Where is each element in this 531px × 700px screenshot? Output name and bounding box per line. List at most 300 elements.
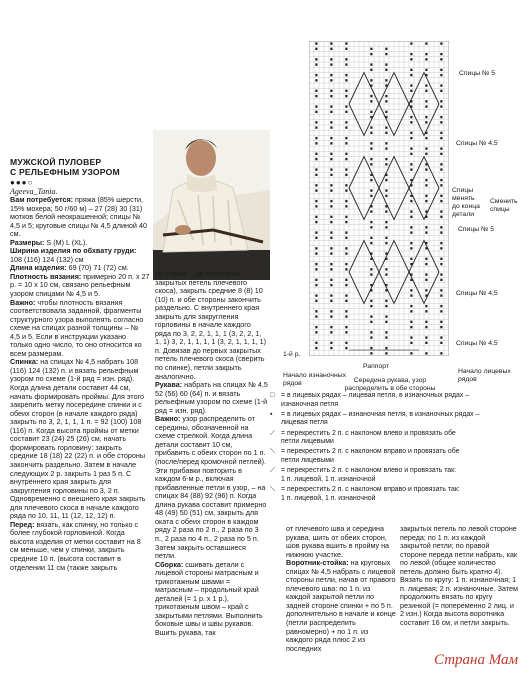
- purl-stitch: [330, 315, 332, 317]
- purl-stitch: [315, 121, 317, 123]
- purl-stitch: [345, 189, 347, 191]
- purl-stitch: [370, 352, 372, 354]
- purl-stitch: [330, 142, 332, 144]
- purl-stitch: [440, 116, 442, 118]
- col1-paragraph: Важно: чтобы плотность вязания соответствовала заданной, фрагменты структурного узора выполнять согласно схеме на спицах разной толщины – № 4,5 и 5. Если в инструкции указано только одно число, то оно относится ко всем размерам.: [10, 297, 144, 358]
- col2-paragraph: Сборка: сшивать детали с лицевой стороны матрасным и трикотажным швами = матрасным – продольный край деталей (= 1 р. х 1 р.), трикотажным швом – край с закрытыми петлями. Выполнить боковые швы и швы рукавов. Вшить рукава, так: [155, 559, 263, 637]
- article-title: [10, 157, 150, 177]
- purl-stitch: [370, 158, 372, 160]
- purl-stitch: [385, 158, 387, 160]
- purl-stitch: [370, 331, 372, 333]
- purl-stitch: [330, 168, 332, 170]
- purl-stitch: [410, 226, 412, 228]
- purl-stitch: [330, 74, 332, 76]
- purl-stitch: [330, 342, 332, 344]
- purl-stitch: [440, 69, 442, 71]
- purl-stitch: [345, 142, 347, 144]
- purl-stitch: [345, 105, 347, 107]
- purl-stitch: [370, 179, 372, 181]
- purl-stitch: [315, 205, 317, 207]
- purl-stitch: [315, 48, 317, 50]
- purl-stitch: [440, 121, 442, 123]
- purl-stitch: [385, 352, 387, 354]
- legend-text: = перекрестить 2 п. с наклоном влево и провязать обе петли лицевыми: [281, 429, 456, 446]
- purl-stitch: [440, 90, 442, 92]
- legend-symbol: ▪: [270, 410, 273, 418]
- purl-stitch: [440, 310, 442, 312]
- purl-stitch: [385, 142, 387, 144]
- title-line-1: МУЖСКОЙ ПУЛОВЕР: [10, 157, 102, 167]
- purl-stitch: [315, 252, 317, 254]
- purl-stitch: [385, 69, 387, 71]
- legend-text: = в лицевых рядах – изнаночная петля, в изнаночных рядах – лицевая петля: [281, 410, 480, 427]
- purl-stitch: [440, 326, 442, 328]
- col3-paragraph: Воротник-стойка: на круговых спицах № 4,5 набрать с лицевой стороны петли, начав от правого плечевого шва: по 1 п. из каждой закрытой петли по задней стороне спинки + по 5 п. дополнительно в начале и конце (петли распределить равномерно) + по 1 п. из каждого ряда плюс 2 из последних: [286, 558, 396, 653]
- model-photo: [153, 130, 270, 280]
- purl-stitch: [330, 174, 332, 176]
- purl-stitch: [315, 231, 317, 233]
- purl-stitch: [345, 268, 347, 270]
- label-row-1: 1-й р.: [283, 351, 301, 358]
- purl-stitch: [345, 48, 347, 50]
- purl-stitch: [440, 263, 442, 265]
- purl-stitch: [370, 163, 372, 165]
- purl-stitch: [440, 231, 442, 233]
- purl-stitch: [410, 321, 412, 323]
- purl-stitch: [425, 195, 427, 197]
- purl-stitch: [345, 221, 347, 223]
- purl-stitch: [345, 263, 347, 265]
- purl-stitch: [370, 63, 372, 65]
- purl-stitch: [410, 216, 412, 218]
- purl-stitch: [315, 247, 317, 249]
- purl-stitch: [385, 347, 387, 349]
- purl-stitch: [440, 242, 442, 244]
- watermark-logo: [430, 640, 528, 676]
- label-needle5-top: Спицы № 5: [459, 70, 496, 77]
- purl-stitch: [410, 84, 412, 86]
- label-needle-change: Спицы менять до конца детали: [452, 187, 480, 218]
- col3-paragraph: от плечевого шва и середина рукава, шить от обеих сторон, шов рукава вшить в пройму на нижнюю участке.: [286, 524, 390, 559]
- purl-stitch: [440, 200, 442, 202]
- legend-symbol: ⟋: [270, 429, 275, 437]
- purl-stitch: [345, 315, 347, 317]
- label-start-wrong-rows: Начало изнаночных рядов: [283, 372, 346, 387]
- purl-stitch: [440, 147, 442, 149]
- purl-stitch: [425, 352, 427, 354]
- label-needle45-c: Спицы № 4,5: [456, 340, 498, 347]
- purl-stitch: [345, 158, 347, 160]
- purl-stitch: [385, 321, 387, 323]
- purl-stitch: [370, 242, 372, 244]
- purl-stitch: [440, 100, 442, 102]
- purl-stitch: [385, 63, 387, 65]
- purl-stitch: [370, 142, 372, 144]
- purl-stitch: [385, 221, 387, 223]
- purl-stitch: [385, 53, 387, 55]
- purl-stitch: [330, 137, 332, 139]
- legend-item: [270, 430, 510, 447]
- purl-stitch: [315, 268, 317, 270]
- purl-stitch: [370, 189, 372, 191]
- purl-stitch: [410, 336, 412, 338]
- purl-stitch: [440, 195, 442, 197]
- purl-stitch: [410, 326, 412, 328]
- purl-stitch: [425, 100, 427, 102]
- col1-paragraph: Спинка: на спицах № 4,5 набрать 108 (116) 124 (132) п. и вязать рельефным узором по схеме (1-й ряд = изн. ряд). Когда длина детали составит 44 см, начать формировать проймы. Для этого закрепить метку посередине спинки и с обеих сторон (в начале каждого ряда) закрыть по 3, 2, 1, 1, 1 п. = 92 (100) 108 (116) п. Когда высота проймы от метки составит 23 (24) 25 (26) см, начать формировать горловину: закрыть средние 18 (18) 22 (22) п. и обе стороны закончить раздельно. Затем в начале следующих 2 р. закрыть 1 раз 5 п. С внутреннего края закрыть для закругления горловины по 3, 2 п. Одновременно с внешнего края закрыть для плечевого скоса в начале каждого ряда по 10, 11, 11 (12, 12, 12) п.: [10, 357, 146, 521]
- purl-stitch: [385, 336, 387, 338]
- purl-stitch: [385, 147, 387, 149]
- purl-stitch: [315, 142, 317, 144]
- purl-stitch: [370, 226, 372, 228]
- purl-stitch: [410, 200, 412, 202]
- purl-stitch: [425, 153, 427, 155]
- purl-stitch: [385, 100, 387, 102]
- purl-stitch: [370, 53, 372, 55]
- watermark-text: Страна Мам: [434, 652, 519, 668]
- purl-stitch: [410, 58, 412, 60]
- purl-stitch: [345, 294, 347, 296]
- col1-paragraph: Длина изделия: 69 (70) 71 (72) см.: [10, 263, 129, 273]
- column-4: [400, 525, 518, 628]
- purl-stitch: [440, 294, 442, 296]
- purl-stitch: [410, 289, 412, 291]
- purl-stitch: [385, 48, 387, 50]
- purl-stitch: [330, 111, 332, 113]
- purl-stitch: [440, 279, 442, 281]
- purl-stitch: [385, 210, 387, 212]
- legend-text: = перекрестить 2 п. с наклоном вправо и провязать так: 1 п. лицевой, 1 п. изнаночной: [281, 485, 460, 502]
- purl-stitch: [345, 79, 347, 81]
- purl-stitch: [370, 336, 372, 338]
- purl-stitch: [425, 258, 427, 260]
- purl-stitch: [385, 179, 387, 181]
- purl-stitch: [315, 326, 317, 328]
- purl-stitch: [440, 84, 442, 86]
- purl-stitch: [345, 111, 347, 113]
- title-line-2: С РЕЛЬЕФНЫМ УЗОРОМ: [10, 167, 120, 177]
- legend-symbol: ⟍: [270, 448, 275, 456]
- purl-stitch: [330, 331, 332, 333]
- col1-paragraph: Ширина изделия по обхвату груди: 108 (116) 124 (132) см: [10, 246, 137, 264]
- purl-stitch: [370, 111, 372, 113]
- purl-stitch: [385, 268, 387, 270]
- purl-stitch: [440, 184, 442, 186]
- purl-stitch: [425, 263, 427, 265]
- purl-stitch: [315, 342, 317, 344]
- purl-stitch: [410, 168, 412, 170]
- purl-stitch: [315, 137, 317, 139]
- purl-stitch: [315, 216, 317, 218]
- purl-stitch: [345, 174, 347, 176]
- purl-stitch: [425, 90, 427, 92]
- purl-stitch: [385, 331, 387, 333]
- difficulty-dots: ●●●○: [10, 178, 34, 187]
- purl-stitch: [425, 121, 427, 123]
- purl-stitch: [440, 179, 442, 181]
- author-name: Ageeva_Tania.: [10, 187, 58, 196]
- purl-stitch: [410, 74, 412, 76]
- purl-stitch: [315, 237, 317, 239]
- purl-stitch: [425, 231, 427, 233]
- purl-stitch: [370, 132, 372, 134]
- purl-stitch: [425, 53, 427, 55]
- purl-stitch: [345, 121, 347, 123]
- purl-stitch: [345, 347, 347, 349]
- purl-stitch: [330, 158, 332, 160]
- purl-stitch: [345, 331, 347, 333]
- purl-stitch: [440, 216, 442, 218]
- purl-stitch: [345, 205, 347, 207]
- purl-stitch: [440, 210, 442, 212]
- label-needle5-mid: Спицы № 5: [458, 226, 495, 233]
- legend-symbol: □: [270, 392, 275, 399]
- purl-stitch: [385, 305, 387, 307]
- purl-stitch: [385, 126, 387, 128]
- column-2: [155, 270, 268, 638]
- legend-item: [270, 392, 510, 409]
- column-3: [286, 525, 396, 653]
- purl-stitch: [345, 74, 347, 76]
- purl-stitch: [425, 226, 427, 228]
- purl-stitch: [440, 42, 442, 44]
- purl-stitch: [440, 132, 442, 134]
- purl-stitch: [330, 95, 332, 97]
- col1-paragraph: Размеры: S (M) L (XL).: [10, 237, 88, 247]
- purl-stitch: [440, 53, 442, 55]
- purl-stitch: [385, 163, 387, 165]
- purl-stitch: [330, 189, 332, 191]
- purl-stitch: [315, 294, 317, 296]
- purl-stitch: [410, 294, 412, 296]
- purl-stitch: [410, 53, 412, 55]
- purl-stitch: [330, 326, 332, 328]
- legend-item: [270, 486, 510, 503]
- purl-stitch: [330, 105, 332, 107]
- purl-stitch: [440, 153, 442, 155]
- purl-stitch: [440, 258, 442, 260]
- column-1: [10, 196, 150, 572]
- purl-stitch: [345, 247, 347, 249]
- purl-stitch: [385, 242, 387, 244]
- purl-stitch: [440, 105, 442, 107]
- purl-stitch: [425, 147, 427, 149]
- purl-stitch: [410, 69, 412, 71]
- purl-stitch: [330, 237, 332, 239]
- purl-stitch: [370, 300, 372, 302]
- purl-stitch: [315, 315, 317, 317]
- purl-stitch: [330, 268, 332, 270]
- purl-stitch: [425, 336, 427, 338]
- purl-stitch: [425, 105, 427, 107]
- purl-stitch: [315, 279, 317, 281]
- purl-stitch: [425, 273, 427, 275]
- purl-stitch: [370, 48, 372, 50]
- purl-stitch: [345, 90, 347, 92]
- purl-stitch: [315, 263, 317, 265]
- purl-stitch: [385, 273, 387, 275]
- purl-stitch: [315, 79, 317, 81]
- purl-stitch: [440, 321, 442, 323]
- purl-stitch: [330, 48, 332, 50]
- purl-stitch: [410, 342, 412, 344]
- purl-stitch: [315, 105, 317, 107]
- purl-stitch: [385, 195, 387, 197]
- purl-stitch: [425, 179, 427, 181]
- purl-stitch: [330, 58, 332, 60]
- label-start-right-rows: Начало лицевых рядов: [458, 368, 511, 383]
- purl-stitch: [315, 158, 317, 160]
- purl-stitch: [315, 168, 317, 170]
- purl-stitch: [440, 137, 442, 139]
- purl-stitch: [370, 321, 372, 323]
- purl-stitch: [315, 284, 317, 286]
- purl-stitch: [315, 58, 317, 60]
- purl-stitch: [315, 310, 317, 312]
- purl-stitch: [330, 63, 332, 65]
- col2-paragraph: Важно: узор распределить от середины, обозначенной на схеме стрелкой. Когда длина детали составит 10 см, прибавить с обеих сторон по 1 п. (после/перед кромочной петлей). Эти прибавки повторить в каждом 6-м р., включая прибавленные петли в узор, – на спицах 84 (88) 92 (96) п. Когда длина рукава составит примерно 48 (49) 50 (51) см, закрыть для оката с обеих сторон в каждом ряду 2 раза по 2 п., 2 раза по 3 п., 2 раза по 4 п., 2 раза по 5 п. Затем закрыть оставшиеся петли.: [155, 414, 267, 561]
- purl-stitch: [410, 153, 412, 155]
- purl-stitch: [410, 305, 412, 307]
- purl-stitch: [410, 258, 412, 260]
- purl-stitch: [315, 189, 317, 191]
- purl-stitch: [370, 221, 372, 223]
- purl-stitch: [315, 42, 317, 44]
- purl-stitch: [440, 305, 442, 307]
- purl-stitch: [410, 90, 412, 92]
- label-needle45-a: Спицы № 4,5: [456, 140, 498, 147]
- purl-stitch: [345, 252, 347, 254]
- purl-stitch: [345, 184, 347, 186]
- legend-item: [270, 448, 510, 465]
- legend-text: = перекрестить 2 п. с наклоном влево и провязать так: 1 п. лицевой, 1 п. изнаночной: [281, 467, 457, 483]
- purl-stitch: [345, 216, 347, 218]
- purl-stitch: [315, 74, 317, 76]
- purl-stitch: [385, 189, 387, 191]
- purl-stitch: [385, 79, 387, 81]
- purl-stitch: [345, 137, 347, 139]
- purl-stitch: [330, 121, 332, 123]
- purl-stitch: [425, 58, 427, 60]
- purl-stitch: [410, 42, 412, 44]
- legend-item: [270, 467, 510, 484]
- purl-stitch: [370, 95, 372, 97]
- purl-stitch: [440, 352, 442, 354]
- purl-stitch: [370, 237, 372, 239]
- purl-stitch: [410, 310, 412, 312]
- purl-stitch: [385, 315, 387, 317]
- purl-stitch: [315, 126, 317, 128]
- purl-stitch: [425, 168, 427, 170]
- purl-stitch: [410, 137, 412, 139]
- purl-stitch: [440, 289, 442, 291]
- chart-legend: [270, 392, 510, 505]
- purl-stitch: [410, 147, 412, 149]
- purl-stitch: [370, 69, 372, 71]
- purl-stitch: [425, 321, 427, 323]
- col1-paragraph: Вам потребуется: пряжа (85% шерсти, 15% мохера; 50 г/60 м) – 27 (28) 30 (31) мотков белой неокрашенной; спицы № 4,5 и 5; круговые спицы № 4,5 длиной 40 см.: [10, 195, 147, 239]
- purl-stitch: [370, 79, 372, 81]
- purl-stitch: [330, 79, 332, 81]
- purl-stitch: [425, 137, 427, 139]
- label-change-needles: Сменить спицы: [490, 198, 518, 213]
- purl-stitch: [345, 42, 347, 44]
- purl-stitch: [440, 168, 442, 170]
- purl-stitch: [440, 336, 442, 338]
- purl-stitch: [330, 221, 332, 223]
- purl-stitch: [440, 342, 442, 344]
- purl-stitch: [345, 63, 347, 65]
- purl-stitch: [425, 116, 427, 118]
- purl-stitch: [425, 326, 427, 328]
- legend-symbol: ⟍: [270, 485, 275, 493]
- purl-stitch: [385, 226, 387, 228]
- purl-stitch: [315, 90, 317, 92]
- purl-stitch: [315, 63, 317, 65]
- purl-stitch: [440, 74, 442, 76]
- purl-stitch: [410, 231, 412, 233]
- col2-paragraph: по спинке – до последних закрытых петель плечевого скоса), закрыть средние 8 (8) 10 (10) п. и обе стороны закончить раздельно. С внутреннего края закрыть для закругления горловины в начале каждого ряда по 3, 2, 2, 1, 1, 1 (3, 2, 2, 1, 1, 1) 3, 2, 1, 1, 1, 1 (3, 2, 1, 1, 1, 1) п. Довязав до первых закрытых петель плечевого скоса (сверить по спинке), петли закрыть аналогично.: [155, 269, 267, 381]
- purl-stitch: [370, 347, 372, 349]
- col1-paragraph: Плотность вязания: примерно 20 п. х 27 р. = 10 х 10 см, связано рельефным узором спицами № 4,5 и 5.: [10, 271, 150, 299]
- purl-stitch: [425, 310, 427, 312]
- col2-paragraph: Рукава: набрать на спицах № 4,5 52 (56) 60 (64) п. и вязать рельефным узором по схеме (1-й ряд = изн. ряд).: [155, 380, 268, 415]
- purl-stitch: [370, 195, 372, 197]
- label-rapport: Раппорт: [363, 363, 389, 370]
- purl-stitch: [330, 200, 332, 202]
- purl-stitch: [330, 42, 332, 44]
- purl-stitch: [345, 231, 347, 233]
- purl-stitch: [410, 210, 412, 212]
- purl-stitch: [370, 315, 372, 317]
- legend-symbol: ⟋: [270, 467, 275, 475]
- purl-stitch: [370, 100, 372, 102]
- purl-stitch: [425, 84, 427, 86]
- purl-stitch: [315, 184, 317, 186]
- legend-item: [270, 411, 510, 428]
- purl-stitch: [410, 163, 412, 165]
- purl-stitch: [425, 69, 427, 71]
- purl-stitch: [440, 247, 442, 249]
- purl-stitch: [345, 58, 347, 60]
- purl-stitch: [425, 342, 427, 344]
- purl-stitch: [410, 247, 412, 249]
- purl-stitch: [410, 121, 412, 123]
- purl-stitch: [330, 231, 332, 233]
- purl-stitch: [345, 200, 347, 202]
- purl-stitch: [410, 116, 412, 118]
- purl-stitch: [330, 279, 332, 281]
- purl-stitch: [330, 252, 332, 254]
- purl-stitch: [370, 147, 372, 149]
- purl-stitch: [410, 132, 412, 134]
- purl-stitch: [345, 95, 347, 97]
- col4-paragraph: закрытых петель по левой стороне переда; по 1 п. из каждой закрытой петли; по правой стороне переда петли набрать, как по левой (общее количество петель должно быть кратно 4). Вязать по кругу: 1 п. изнаночная; 1 п. лицевая; 2 п. изнаночные. Затем продолжить вязать по кругу резинкой (= попеременно 2 лиц. и 2 изн.) Когда высота воротника составит 16 см, и петли закрыть.: [400, 524, 518, 628]
- purl-stitch: [370, 268, 372, 270]
- purl-stitch: [330, 263, 332, 265]
- purl-stitch: [425, 200, 427, 202]
- legend-text: = перекрестить 2 п. с наклоном вправо и провязать обе петли лицевыми: [281, 448, 460, 464]
- purl-stitch: [330, 300, 332, 302]
- purl-stitch: [385, 237, 387, 239]
- purl-stitch: [345, 310, 347, 312]
- purl-stitch: [370, 305, 372, 307]
- purl-stitch: [315, 200, 317, 202]
- purl-stitch: [315, 174, 317, 176]
- label-sleeve-middle: Середина рукава, узор распределить в обе стороны: [344, 377, 436, 392]
- purl-stitch: [330, 205, 332, 207]
- purl-stitch: [345, 326, 347, 328]
